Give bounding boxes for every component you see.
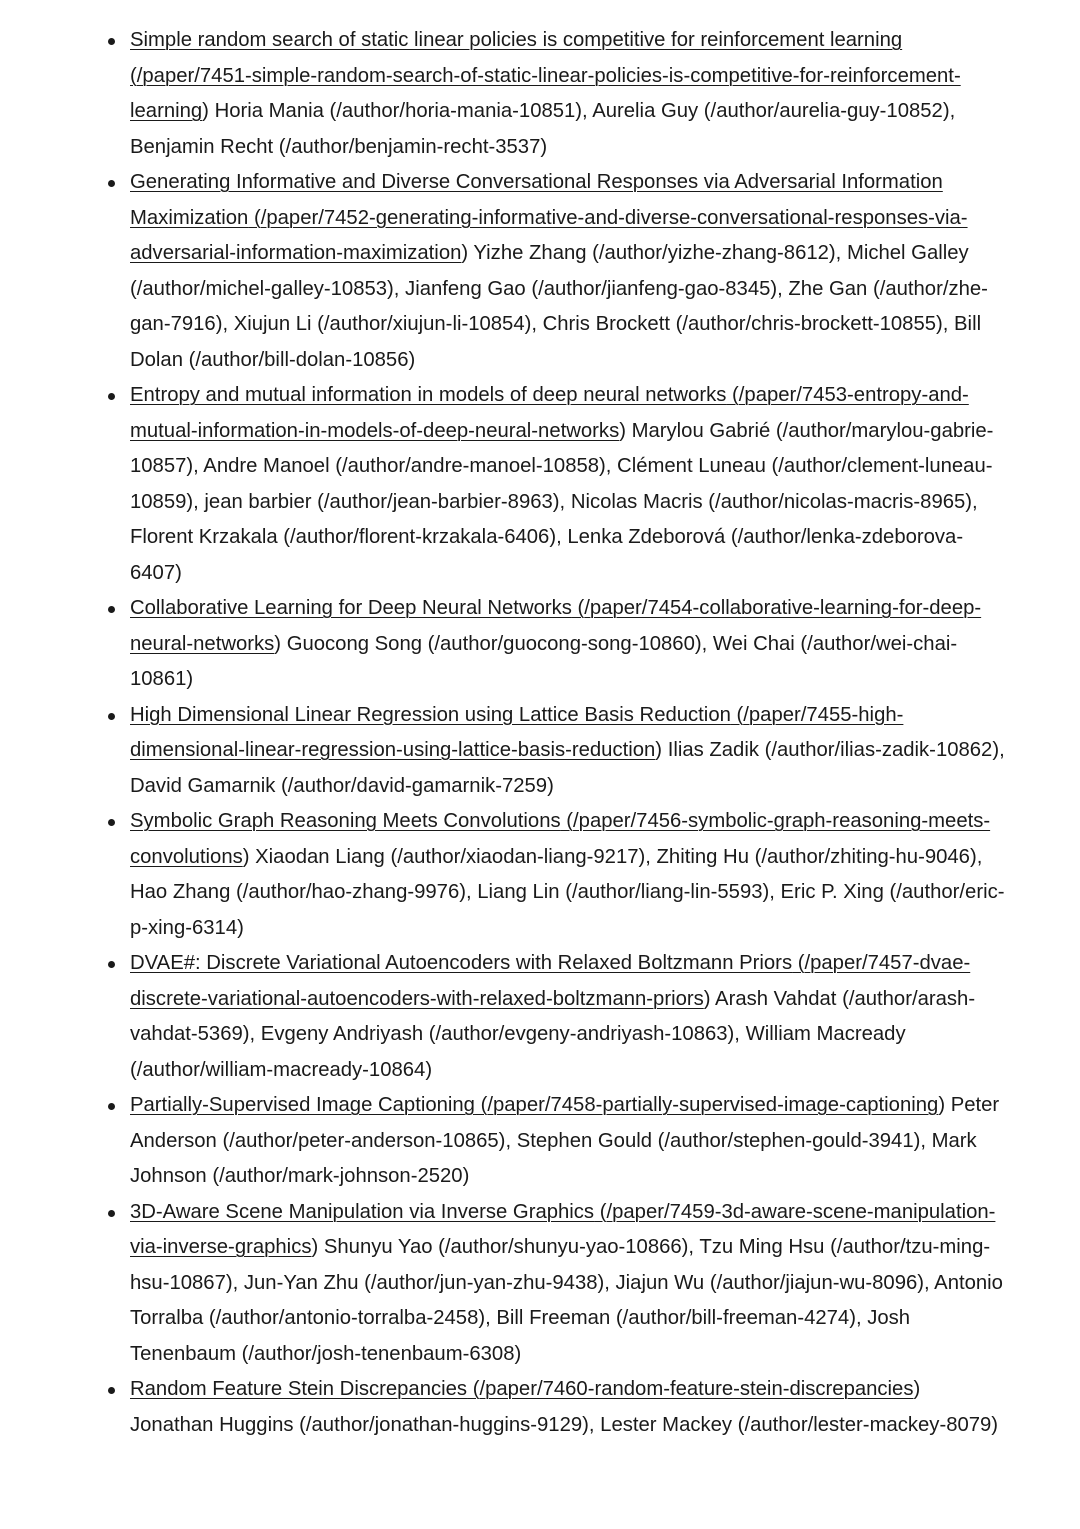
paper-list-item: Collaborative Learning for Deep Neural Networks (/paper/7454-collaborative-learning-for-deep-neural-networks) Guocong Song (/author/guocong-song-10860), Wei Chai (/author/wei-chai-10861)	[130, 591, 1008, 698]
paper-list-item: High Dimensional Linear Regression using Lattice Basis Reduction (/paper/7455-high-dimensional-linear-regression-using-lattice-basis-reduction) Ilias Zadik (/author/ilias-zadik-10862), David Gamarnik (/author/david-gamarnik-7259)	[130, 698, 1008, 805]
paper-title: Entropy and mutual information in models of deep neural networks	[130, 384, 727, 406]
paper-authors: Xiaodan Liang (/author/xiaodan-liang-9217), Zhiting Hu (/author/zhiting-hu-9046), Hao Zhang (/author/hao-zhang-9976), Liang Lin (/author/liang-lin-5593), Eric P. Xing (/author/eric-p-xing-6314)	[130, 845, 1005, 939]
paper-title: 3D-Aware Scene Manipulation via Inverse Graphics	[130, 1200, 595, 1223]
bullet-icon	[108, 961, 115, 968]
paper-link[interactable]: Partially-Supervised Image Captioning (/paper/7458-partially-supervised-image-captioning	[130, 1094, 939, 1116]
paper-title: Symbolic Graph Reasoning Meets Convolutions	[130, 810, 561, 832]
paper-authors: Shunyu Yao (/author/shunyu-yao-10866), Tzu Ming Hsu (/author/tzu-ming-hsu-10867), Jun-Yan Zhu (/author/jun-yan-zhu-9438), Jiajun Wu (/author/jiajun-wu-8096), Antonio Torralba (/author/antonio-torralba-2458), Bill Freeman (/author/bill-freeman-4274), Josh Tenenbaum (/author/josh-tenenbaum-6308)	[130, 1236, 1003, 1365]
paper-link[interactable]: Generating Informative and Diverse Conversational Responses via Adversarial Information Maximization (/paper/7452-generating-informative-and-diverse-conversational-responses-via-adversarial-information-maximization	[130, 171, 968, 264]
bullet-icon	[108, 180, 115, 187]
paper-title: Random Feature Stein Discrepancies	[130, 1378, 468, 1400]
paper-href: /paper/7454-collaborative-learning-for-deep-neural-networks	[130, 597, 982, 655]
paper-list-item: DVAE#: Discrete Variational Autoencoders with Relaxed Boltzmann Priors (/paper/7457-dvae-discrete-variational-autoencoders-with-relaxed-boltzmann-priors) Arash Vahdat (/author/arash-vahdat-5369), Evgeny Andriyash (/author/evgeny-andriyash-10863), William Macready (/author/william-macready-10864)	[130, 946, 1008, 1088]
paper-authors: Guocong Song (/author/guocong-song-10860), Wei Chai (/author/wei-chai-10861)	[130, 632, 958, 690]
paper-list-item: Generating Informative and Diverse Conversational Responses via Adversarial Information Maximization (/paper/7452-generating-informative-and-diverse-conversational-responses-via-adversarial-information-maximization) Yizhe Zhang (/author/yizhe-zhang-8612), Michel Galley (/author/michel-galley-10853), Jianfeng Gao (/author/jianfeng-gao-8345), Zhe Gan (/author/zhe-gan-7916), Xiujun Li (/author/xiujun-li-10854), Chris Brockett (/author/chris-brockett-10855), Bill Dolan (/author/bill-dolan-10856)	[130, 165, 1008, 378]
paper-authors: Arash Vahdat (/author/arash-vahdat-5369), Evgeny Andriyash (/author/evgeny-andriyash-10863), William Macready (/author/william-macready-10864)	[130, 987, 976, 1081]
paper-list-item: Random Feature Stein Discrepancies (/paper/7460-random-feature-stein-discrepancies) Jonathan Huggins (/author/jonathan-huggins-9129), Lester Mackey (/author/lester-mackey-8079)	[130, 1372, 1008, 1443]
bullet-icon	[108, 713, 115, 720]
paper-title: Generating Informative and Diverse Conversational Responses via Adversarial Information Maximization	[130, 171, 943, 229]
paper-link[interactable]: Random Feature Stein Discrepancies (/paper/7460-random-feature-stein-discrepancies	[130, 1378, 914, 1400]
bullet-icon	[108, 38, 115, 45]
paper-list-item: Partially-Supervised Image Captioning (/paper/7458-partially-supervised-image-captioning) Peter Anderson (/author/peter-anderson-10865), Stephen Gould (/author/stephen-gould-3941), Mark Johnson (/author/mark-johnson-2520)	[130, 1088, 1008, 1195]
paper-list-item: Simple random search of static linear policies is competitive for reinforcement learning (/paper/7451-simple-random-search-of-static-linear-policies-is-competitive-for-reinforcement-learning) Horia Mania (/author/horia-mania-10851), Aurelia Guy (/author/aurelia-guy-10852), Benjamin Recht (/author/benjamin-recht-3537)	[130, 23, 1008, 165]
paper-list	[130, 23, 1008, 1443]
paper-authors: Peter Anderson (/author/peter-anderson-10865), Stephen Gould (/author/stephen-gould-3941), Mark Johnson (/author/mark-johnson-2520)	[130, 1094, 1000, 1187]
paper-title: Collaborative Learning for Deep Neural Networks	[130, 597, 572, 619]
paper-href: /paper/7460-random-feature-stein-discrepancies	[479, 1378, 914, 1400]
paper-href: /paper/7451-simple-random-search-of-static-linear-policies-is-competitive-for-reinforcement-learning	[130, 64, 961, 122]
bullet-icon	[108, 819, 115, 826]
bullet-icon	[108, 1103, 115, 1110]
paper-href: /paper/7456-symbolic-graph-reasoning-meets-convolutions	[130, 810, 991, 868]
paper-list-item: Entropy and mutual information in models of deep neural networks (/paper/7453-entropy-and-mutual-information-in-models-of-deep-neural-networks) Marylou Gabrié (/author/marylou-gabrie-10857), Andre Manoel (/author/andre-manoel-10858), Clément Luneau (/author/clement-luneau-10859), jean barbier (/author/jean-barbier-8963), Nicolas Macris (/author/nicolas-macris-8965), Florent Krzakala (/author/florent-krzakala-6406), Lenka Zdeborová (/author/lenka-zdeborova-6407)	[130, 378, 1008, 591]
bullet-icon	[108, 393, 115, 400]
paper-authors: Horia Mania (/author/horia-mania-10851), Aurelia Guy (/author/aurelia-guy-10852), Benjamin Recht (/author/benjamin-recht-3537)	[130, 100, 956, 158]
paper-list-item: Symbolic Graph Reasoning Meets Convolutions (/paper/7456-symbolic-graph-reasoning-meets-convolutions) Xiaodan Liang (/author/xiaodan-liang-9217), Zhiting Hu (/author/zhiting-hu-9046), Hao Zhang (/author/hao-zhang-9976), Liang Lin (/author/liang-lin-5593), Eric P. Xing (/author/eric-p-xing-6314)	[130, 804, 1008, 946]
paper-link[interactable]: 3D-Aware Scene Manipulation via Inverse Graphics (/paper/7459-3d-aware-scene-manipulation-via-inverse-graphics	[130, 1200, 996, 1258]
paper-title: Partially-Supervised Image Captioning	[130, 1094, 475, 1116]
paper-href: /paper/7452-generating-informative-and-diverse-conversational-responses-via-adversarial-information-maximization	[130, 206, 968, 264]
paper-authors: Marylou Gabrié (/author/marylou-gabrie-10857), Andre Manoel (/author/andre-manoel-10858), Clément Luneau (/author/clement-luneau-10859), jean barbier (/author/jean-barbier-8963), Nicolas Macris (/author/nicolas-macris-8965), Florent Krzakala (/author/florent-krzakala-6406), Lenka Zdeborová (/author/lenka-zdeborova-6407)	[130, 419, 994, 584]
paper-title: DVAE#: Discrete Variational Autoencoders with Relaxed Boltzmann Priors	[130, 952, 793, 974]
paper-authors: Ilias Zadik (/author/ilias-zadik-10862), David Gamarnik (/author/david-gamarnik-7259)	[130, 739, 1005, 797]
paper-title: Simple random search of static linear policies is competitive for reinforcement learning	[130, 29, 903, 51]
paper-href: /paper/7453-entropy-and-mutual-information-in-models-of-deep-neural-networks	[130, 384, 969, 442]
paper-link[interactable]: Simple random search of static linear policies is competitive for reinforcement learning (/paper/7451-simple-random-search-of-static-linear-policies-is-competitive-for-reinforcement-learning	[130, 29, 961, 122]
paper-href: /paper/7458-partially-supervised-image-captioning	[487, 1094, 939, 1116]
paper-title: High Dimensional Linear Regression using Lattice Basis Reduction	[130, 703, 731, 726]
paper-link[interactable]: Collaborative Learning for Deep Neural Networks (/paper/7454-collaborative-learning-for-deep-neural-networks	[130, 597, 982, 655]
paper-href: /paper/7457-dvae-discrete-variational-autoencoders-with-relaxed-boltzmann-priors	[130, 952, 971, 1010]
paper-href: /paper/7459-3d-aware-scene-manipulation-via-inverse-graphics	[130, 1200, 996, 1258]
bullet-icon	[108, 606, 115, 613]
paper-link[interactable]: DVAE#: Discrete Variational Autoencoders with Relaxed Boltzmann Priors (/paper/7457-dvae-discrete-variational-autoencoders-with-relaxed-boltzmann-priors	[130, 952, 971, 1010]
bullet-icon	[108, 1210, 115, 1217]
paper-authors: Jonathan Huggins (/author/jonathan-huggins-9129), Lester Mackey (/author/lester-mackey-8079)	[130, 1413, 999, 1436]
paper-link[interactable]: High Dimensional Linear Regression using Lattice Basis Reduction (/paper/7455-high-dimensional-linear-regression-using-lattice-basis-reduction	[130, 703, 904, 761]
paper-href: /paper/7455-high-dimensional-linear-regression-using-lattice-basis-reduction	[130, 703, 904, 761]
paper-list-item: 3D-Aware Scene Manipulation via Inverse Graphics (/paper/7459-3d-aware-scene-manipulation-via-inverse-graphics) Shunyu Yao (/author/shunyu-yao-10866), Tzu Ming Hsu (/author/tzu-ming-hsu-10867), Jun-Yan Zhu (/author/jun-yan-zhu-9438), Jiajun Wu (/author/jiajun-wu-8096), Antonio Torralba (/author/antonio-torralba-2458), Bill Freeman (/author/bill-freeman-4274), Josh Tenenbaum (/author/josh-tenenbaum-6308)	[130, 1195, 1008, 1373]
paper-authors: Yizhe Zhang (/author/yizhe-zhang-8612), Michel Galley (/author/michel-galley-10853), Jianfeng Gao (/author/jianfeng-gao-8345), Zhe Gan (/author/zhe-gan-7916), Xiujun Li (/author/xiujun-li-10854), Chris Brockett (/author/chris-brockett-10855), Bill Dolan (/author/bill-dolan-10856)	[130, 242, 988, 371]
paper-link[interactable]: Symbolic Graph Reasoning Meets Convolutions (/paper/7456-symbolic-graph-reasoning-meets-convolutions	[130, 810, 991, 868]
bullet-icon	[108, 1387, 115, 1394]
paper-link[interactable]: Entropy and mutual information in models of deep neural networks (/paper/7453-entropy-and-mutual-information-in-models-of-deep-neural-networks	[130, 384, 969, 442]
